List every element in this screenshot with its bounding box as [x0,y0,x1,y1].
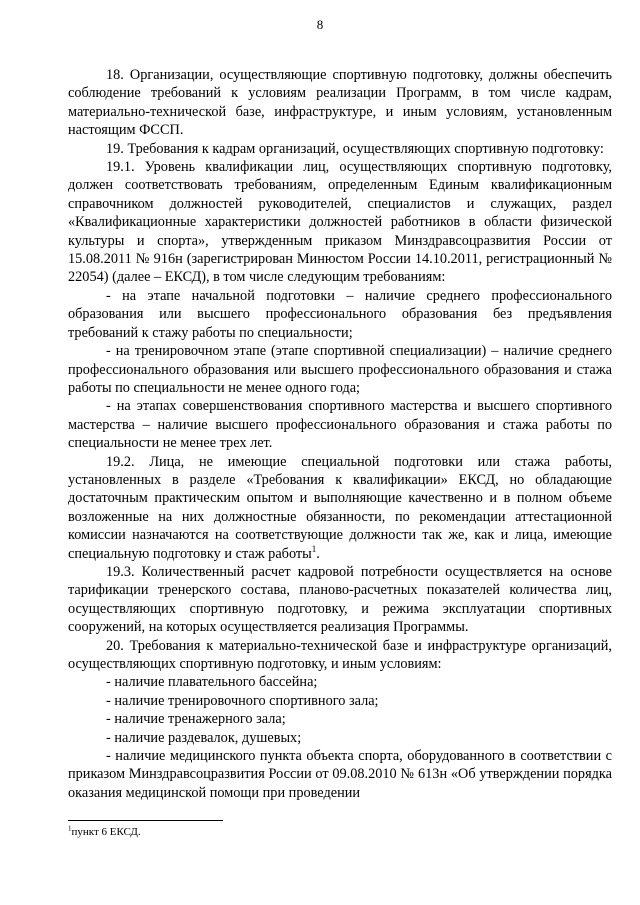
list-item-initial-stage: - на этапе начальной подготовки – наличие среднего профессионального образования или высшего профессионального образования без предъявления требований к стажу работы по специальности; [68,287,612,341]
footnote-divider [68,820,223,821]
page-number: 8 [316,17,324,32]
paragraph-19-2-end: . [316,545,320,562]
footnote-marker: 1 [68,824,72,833]
paragraph-20: 20. Требования к материально-технической базе и инфраструктуре организаций, осуществляющих спортивную подготовку, и иным условиям: [68,637,612,672]
footnote [68,825,141,839]
footnote-reference: 1 [311,543,317,554]
list-item-mastery-stage: - на этапах совершенствования спортивного мастерства и высшего спортивного мастерства – наличие высшего профессионального образования и стажа работы по специальности не менее трех лет. [68,398,612,452]
paragraph-19-1: 19.1. Уровень квалификации лиц, осуществляющих спортивную подготовку, должен соответствовать требованиям, определенным Единым квалификационным справочником должностей руководителей, специалистов и служащих, раздел «Квалификационные характеристики должностей работников в области физической культуры и спорта», утвержденным приказом Минздравсоцразвития России от 15.08.2011 № 916н (зарегистрирован Минюстом России 14.10.2011, регистрационный № 22054) (далее – ЕКСД), в том числе следующим требованиям: [68,159,612,286]
paragraph-19-3: 19.3. Количественный расчет кадровой потребности осуществляется на основе тарификации тренерского состава, планово-расчетных показателей количества лиц, осуществляющих спортивную подготовку, и режима эксплуатации спортивных сооружений, на которых осуществляется реализация Программы. [68,563,612,636]
list-item-locker-rooms: - наличие раздевалок, душевых; [106,729,302,746]
paragraph-19: 19. Требования к кадрам организаций, осуществляющих спортивную подготовку: [106,140,604,157]
document-body [68,66,612,802]
list-item-training-hall: - наличие тренировочного спортивного зала; [106,692,379,709]
paragraph-19-2-text: 19.2. Лица, не имеющие специальной подготовки или стажа работы, установленных в разделе «Требования к квалификации» ЕКСД, но обладающие достаточным практическим опытом и выполняющие качественно и в полном объеме возложенные на них должностные обязанности, по рекомендации аттестационной комиссии назначаются на соответствующие должности так же, как и лица, имеющие специальную подготовку и стаж работы [68,453,612,562]
paragraph-18: 18. Организации, осуществляющие спортивную подготовку, должны обеспечить соблюдение требований к условиям реализации Программ, в том числе кадрам, материально-технической базе, инфраструктуре, и иным условиям, установленным настоящим ФССП. [68,67,612,139]
footnote-text: пункт 6 ЕКСД. [71,826,141,838]
list-item-gym: - наличие тренажерного зала; [106,711,286,728]
list-item-pool: - наличие плавательного бассейна; [106,674,318,691]
list-item-medical-point: - наличие медицинского пункта объекта спорта, оборудованного в соответствии с приказом Минздравсоцразвития России от 09.08.2010 № 613н «Об утверждении порядка оказания медицинской помощи при проведении [68,748,612,801]
list-item-training-stage: - на тренировочном этапе (этапе спортивной специализации) – наличие среднего профессионального образования или высшего профессионального образования и стажа работы по специальности не менее одного года; [68,343,612,396]
paragraph-19-2 [68,453,612,563]
